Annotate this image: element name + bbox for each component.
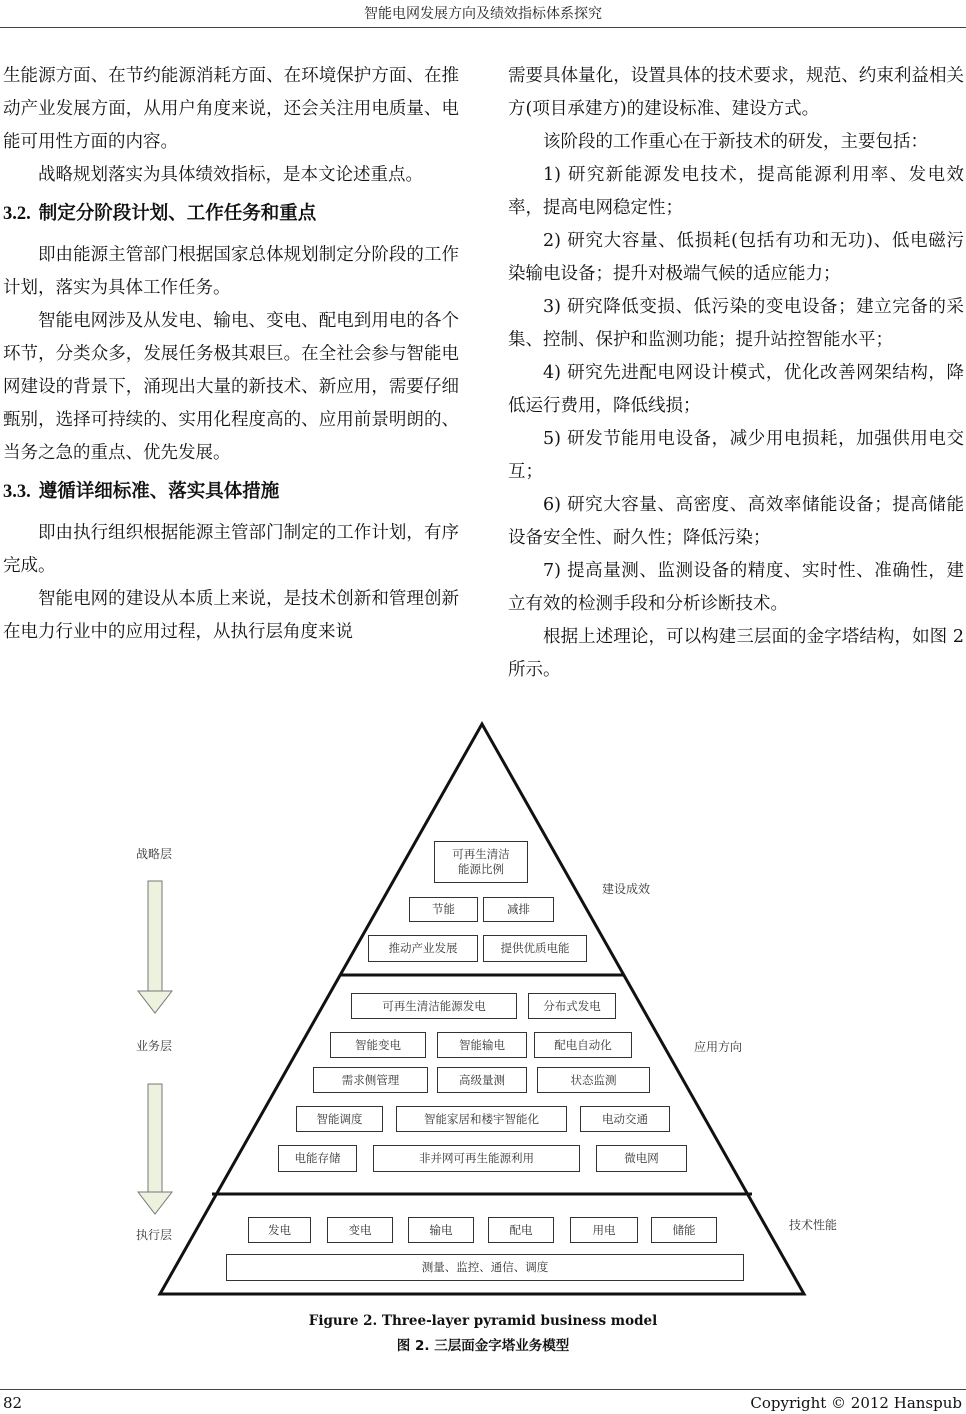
- box-demand-side: 需求侧管理: [313, 1067, 428, 1093]
- down-arrow-icon: [138, 1084, 172, 1214]
- box-measurement-monitoring-communication-dispatch: 测量、监控、通信、调度: [226, 1254, 744, 1281]
- box-quality-power: 提供优质电能: [483, 935, 587, 962]
- box-distributed-generation: 分布式发电: [528, 993, 616, 1019]
- box-smart-dispatch: 智能调度: [296, 1106, 383, 1132]
- section-title: 制定分阶段计划、工作任务和重点: [38, 203, 317, 224]
- section-number: 3.2.: [3, 204, 31, 224]
- paragraph: 该阶段的工作重心在于新技术的研发，主要包括：: [543, 132, 928, 152]
- box-smart-home: 智能家居和楼宇智能化: [396, 1106, 567, 1132]
- box-smart-transmission: 智能输电: [437, 1032, 527, 1058]
- box-advanced-metering: 高级量测: [437, 1067, 527, 1093]
- label-business-layer: 业务层: [136, 1039, 173, 1053]
- header-rule: [0, 27, 966, 28]
- box-microgrid: 微电网: [596, 1145, 687, 1172]
- section-number: 3.3.: [3, 482, 31, 502]
- box-electric-transport: 电动交通: [580, 1106, 670, 1132]
- right-column: [508, 60, 964, 687]
- section-heading-3-3: [3, 476, 459, 508]
- label-construction-achievement: 建设成效: [602, 882, 651, 896]
- page-number: 82: [3, 1394, 23, 1412]
- paragraph: 智能电网的建设从本质上来说，是技术创新和管理创新在电力行业中的应用过程，从执行层角度来说: [3, 589, 459, 642]
- figure-caption-chinese: 图 2. 三层面金字塔业务模型: [396, 1338, 570, 1354]
- label-application-direction: 应用方向: [694, 1040, 743, 1054]
- paragraph: 即由能源主管部门根据国家总体规划制定分阶段的工作计划，落实为具体工作任务。: [3, 245, 459, 298]
- box-emission-reduction: 减排: [483, 897, 554, 922]
- running-header: 智能电网发展方向及绩效指标体系探究: [364, 6, 602, 22]
- pyramid-figure: [0, 716, 966, 1306]
- paragraph: 战略规划落实为具体绩效指标，是本文论述重点。: [38, 165, 423, 185]
- box-consumption: 用电: [570, 1217, 638, 1243]
- list-item: 2) 研究大容量、低损耗(包括有功和无功)、低电磁污染输电设备；提升对极端气候的适应能力；: [508, 231, 964, 284]
- list-item: 3) 研究降低变损、低污染的变电设备；建立完备的采集、控制、保护和监测功能；提升站控智能水平；: [508, 297, 964, 350]
- list-item: 1) 研究新能源发电技术，提高能源利用率、发电效率，提高电网稳定性；: [508, 165, 964, 218]
- box-smart-substation: 智能变电: [330, 1032, 426, 1058]
- label-technical-performance: 技术性能: [789, 1218, 838, 1232]
- list-item: 5) 研发节能用电设备，减少用电损耗，加强供用电交互；: [508, 429, 964, 482]
- label-execution-layer: 执行层: [136, 1228, 173, 1242]
- footer-rule: [0, 1389, 966, 1390]
- paragraph: 生能源方面、在节约能源消耗方面、在环境保护方面、在推动产业发展方面，从用户角度来说，还会关注用电质量、电能可用性方面的内容。: [3, 66, 459, 152]
- box-storage: 储能: [651, 1217, 717, 1243]
- label-strategy-layer: 战略层: [136, 847, 173, 861]
- box-renewable-ratio: 可再生清洁 能源比例: [434, 841, 528, 883]
- paragraph: 根据上述理论，可以构建三层面的金字塔结构，如图 2 所示。: [508, 627, 964, 680]
- section-title: 遵循详细标准、落实具体措施: [38, 481, 280, 502]
- list-item: 6) 研究大容量、高密度、高效率储能设备；提高储能设备安全性、耐久性；降低污染；: [508, 495, 964, 548]
- box-energy-storage: 电能存储: [278, 1145, 357, 1172]
- box-substation: 变电: [327, 1217, 393, 1243]
- box-distribution: 配电: [488, 1217, 554, 1243]
- box-distribution-automation: 配电自动化: [534, 1032, 632, 1058]
- list-item: 7) 提高量测、监测设备的精度、实时性、准确性，建立有效的检测手段和分析诊断技术。: [508, 561, 964, 614]
- box-condition-monitoring: 状态监测: [537, 1067, 650, 1093]
- paragraph: 智能电网涉及从发电、输电、变电、配电到用电的各个环节，分类众多，发展任务极其艰巨。在全社会参与智能电网建设的背景下，涌现出大量的新技术、新应用，需要仔细甄别，选择可持续的、实用化程度高的、应用前景明朗的、当务之急的重点、优先发展。: [3, 311, 459, 463]
- figure-caption-english: Figure 2. Three-layer pyramid business model: [308, 1313, 658, 1329]
- list-item: 4) 研究先进配电网设计模式，优化改善网架结构，降低运行费用，降低线损；: [508, 363, 964, 416]
- box-transmission: 输电: [408, 1217, 474, 1243]
- box-offgrid-renewable: 非并网可再生能源利用: [373, 1145, 580, 1172]
- box-renewable-generation: 可再生清洁能源发电: [351, 993, 517, 1019]
- box-industry-development: 推动产业发展: [368, 935, 478, 962]
- box-energy-saving: 节能: [409, 897, 478, 922]
- section-heading-3-2: [3, 198, 459, 230]
- paragraph: 需要具体量化，设置具体的技术要求，规范、约束利益相关方(项目承建方)的建设标准、建设方式。: [508, 66, 964, 119]
- down-arrow-icon: [138, 881, 172, 1013]
- paragraph: 即由执行组织根据能源主管部门制定的工作计划，有序完成。: [3, 523, 459, 576]
- left-column: [3, 60, 459, 649]
- copyright: Copyright © 2012 Hanspub: [750, 1394, 962, 1412]
- box-generation: 发电: [248, 1217, 311, 1243]
